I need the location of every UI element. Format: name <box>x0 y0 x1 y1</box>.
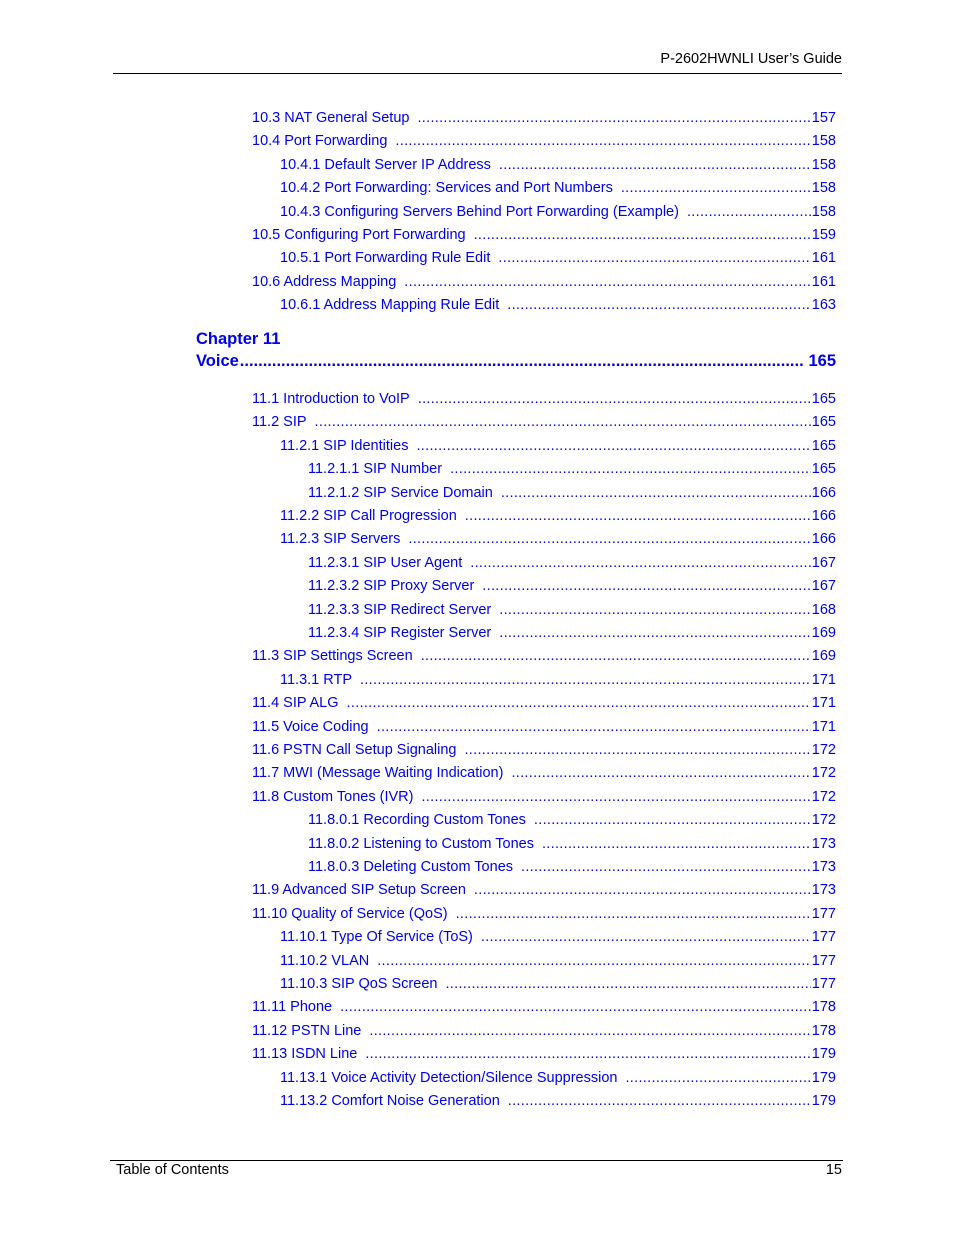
toc-entry[interactable] <box>280 1066 836 1086</box>
toc-entry-title: 11.8.0.1 Recording Custom Tones <box>308 812 526 829</box>
dot-leader <box>508 1093 811 1109</box>
toc-entry-title: 11.3.1 RTP <box>280 671 353 688</box>
dot-leader <box>501 485 811 501</box>
dot-leader <box>507 297 811 313</box>
toc-entry[interactable] <box>252 738 836 758</box>
toc-entry-title: 10.4 Port Forwarding <box>252 133 388 150</box>
toc-entry-title: 11.2.3.2 SIP Proxy Server <box>308 578 475 595</box>
toc-entry-page-number: 179 <box>811 1046 836 1063</box>
chapter-label[interactable]: Chapter 11 <box>196 330 281 348</box>
toc-entry-title: 11.13.2 Comfort Noise Generation <box>280 1093 500 1109</box>
toc-entry[interactable] <box>252 1019 836 1039</box>
toc-entry-page-number: 173 <box>811 835 836 852</box>
toc-entry-page-number: 161 <box>811 273 836 290</box>
toc-entry[interactable] <box>308 621 836 641</box>
chapter-page-number: 165 <box>808 352 836 370</box>
dot-leader <box>418 391 811 407</box>
toc-entry-page-number: 163 <box>811 297 836 314</box>
dot-leader <box>421 648 811 664</box>
dot-leader <box>499 157 811 173</box>
toc-entry[interactable] <box>252 106 836 126</box>
toc-entry[interactable] <box>252 995 836 1015</box>
dot-leader <box>450 461 811 477</box>
toc-entry[interactable] <box>280 925 836 945</box>
toc-entry[interactable] <box>280 972 836 992</box>
toc-entry-title: 11.4 SIP ALG <box>252 695 339 712</box>
dot-leader <box>474 227 811 243</box>
toc-entry-title: 10.4.2 Port Forwarding: Services and Port Numbers <box>280 180 613 197</box>
toc-entry-title: 11.7 MWI (Message Waiting Indication) <box>252 765 504 782</box>
toc-entry[interactable] <box>308 598 836 618</box>
toc-entry-title: 11.8.0.2 Listening to Custom Tones <box>308 835 534 852</box>
toc-entry-title: 11.2.2 SIP Call Progression <box>280 508 457 524</box>
toc-entry-page-number: 165 <box>811 414 836 431</box>
toc-entry-page-number: 178 <box>811 1022 836 1039</box>
toc-entry-page-number: 165 <box>811 461 836 478</box>
toc-entry-title: 11.2.3.3 SIP Redirect Server <box>308 601 492 618</box>
dot-leader <box>360 672 811 688</box>
toc-entry-title: 11.2 SIP <box>252 414 307 431</box>
chapter-title: Voice <box>196 352 239 370</box>
toc-entry-title: 11.1 Introduction to VoIP <box>252 391 410 407</box>
toc-entry-title: 10.6.1 Address Mapping Rule Edit <box>280 297 500 314</box>
toc-entry-page-number: 172 <box>811 765 836 782</box>
dot-leader <box>511 765 810 781</box>
toc-entry-title: 10.5.1 Port Forwarding Rule Edit <box>280 250 491 267</box>
toc-entry[interactable] <box>308 551 836 571</box>
toc-entry[interactable] <box>252 644 836 664</box>
dot-leader <box>365 1046 810 1062</box>
dot-leader <box>456 906 811 922</box>
dot-leader <box>340 999 811 1015</box>
toc-entry-page-number: 158 <box>811 180 836 197</box>
dot-leader <box>474 882 811 898</box>
toc-entry[interactable] <box>308 855 836 875</box>
toc-entry-page-number: 172 <box>811 812 836 829</box>
toc-entry-page-number: 177 <box>811 929 836 946</box>
toc-entry-page-number: 179 <box>811 1069 836 1086</box>
dot-leader <box>542 836 811 852</box>
toc-entry-title: 11.2.1.1 SIP Number <box>308 461 443 478</box>
toc-entry-title: 11.10.2 VLAN <box>280 952 370 969</box>
toc-entry-page-number: 158 <box>811 133 836 150</box>
dot-leader <box>521 859 811 875</box>
toc-entry-title: 11.8.0.3 Deleting Custom Tones <box>308 859 514 875</box>
dot-leader <box>499 625 811 641</box>
toc-entry-page-number: 158 <box>811 156 836 173</box>
dot-leader <box>240 352 805 371</box>
toc-entry-page-number: 178 <box>811 999 836 1016</box>
toc-entry-page-number: 159 <box>811 227 836 243</box>
toc-entry-page-number: 169 <box>811 648 836 665</box>
dot-leader <box>499 602 811 618</box>
toc-entry[interactable] <box>280 527 836 547</box>
toc-entry-title: 11.2.3 SIP Servers <box>280 531 401 548</box>
toc-entry-page-number: 177 <box>811 952 836 969</box>
dot-leader <box>404 274 811 290</box>
dot-leader <box>395 133 810 149</box>
dot-leader <box>621 180 811 196</box>
dot-leader <box>445 976 810 992</box>
toc-entry-title: 11.10.1 Type Of Service (ToS) <box>280 929 473 946</box>
dot-leader <box>464 742 810 758</box>
toc-entry[interactable] <box>252 902 836 922</box>
toc-entry-title: 11.10 Quality of Service (QoS) <box>252 905 448 922</box>
toc-entry[interactable] <box>252 223 836 243</box>
toc-entry-page-number: 165 <box>811 391 836 407</box>
toc-entry-title: 11.8 Custom Tones (IVR) <box>252 788 414 805</box>
dot-leader <box>625 1070 810 1086</box>
toc-entry-title: 11.2.3.1 SIP User Agent <box>308 554 463 571</box>
toc-entry[interactable] <box>252 1042 836 1062</box>
dot-leader <box>377 953 811 969</box>
toc-entry-page-number: 171 <box>811 695 836 712</box>
toc-entry-page-number: 172 <box>811 788 836 805</box>
toc-entry-title: 10.5 Configuring Port Forwarding <box>252 227 466 243</box>
toc-entry-title: 11.13.1 Voice Activity Detection/Silence Suppression <box>280 1069 618 1086</box>
toc-entry[interactable] <box>252 878 836 898</box>
toc-entry-page-number: 171 <box>811 718 836 735</box>
toc-entry[interactable] <box>280 434 836 454</box>
toc-entry[interactable] <box>308 481 836 501</box>
dot-leader <box>408 531 810 547</box>
toc-entry[interactable] <box>252 761 836 781</box>
dot-leader <box>470 555 811 571</box>
dot-leader <box>465 508 811 524</box>
toc-entry-page-number: 177 <box>811 976 836 992</box>
toc-entry-page-number: 166 <box>811 508 836 524</box>
header-divider <box>113 73 842 74</box>
dot-leader <box>687 204 811 220</box>
toc-entry-title: 11.10.3 SIP QoS Screen <box>280 976 438 992</box>
toc-entry-title: 11.13 ISDN Line <box>252 1046 358 1063</box>
footer-divider <box>110 1160 843 1161</box>
toc-entry-page-number: 167 <box>811 578 836 595</box>
toc-entry[interactable] <box>252 785 836 805</box>
toc-entry-title: 10.4.3 Configuring Servers Behind Port Forwarding (Example) <box>280 203 679 220</box>
toc-entry[interactable] <box>280 246 836 266</box>
toc-entry-page-number: 179 <box>811 1093 836 1109</box>
dot-leader <box>369 1023 810 1039</box>
toc-entry-title: 11.2.1 SIP Identities <box>280 437 409 454</box>
toc-entry-title: 11.5 Voice Coding <box>252 718 369 735</box>
toc-entry[interactable] <box>280 153 836 173</box>
toc-entry[interactable] <box>280 200 836 220</box>
toc-entry[interactable] <box>280 176 836 196</box>
dot-leader <box>417 110 810 126</box>
toc-entry-page-number: 167 <box>811 554 836 571</box>
toc-entry-page-number: 157 <box>811 110 836 126</box>
toc-entry[interactable] <box>280 668 836 688</box>
footer-page-number: 15 <box>825 1162 842 1178</box>
toc-entry[interactable] <box>308 832 836 852</box>
toc-entry-title: 11.9 Advanced SIP Setup Screen <box>252 882 466 899</box>
toc-entry-title: 10.6 Address Mapping <box>252 273 397 290</box>
dot-leader <box>534 812 811 828</box>
toc-entry-title: 11.11 Phone <box>252 999 333 1016</box>
toc-entry[interactable] <box>280 949 836 969</box>
toc-entry[interactable] <box>280 504 836 524</box>
toc-entry-page-number: 169 <box>811 625 836 641</box>
dot-leader <box>482 578 811 594</box>
document-title: P-2602HWNLI User’s Guide <box>660 51 842 67</box>
toc-entry-title: 11.2.3.4 SIP Register Server <box>308 625 492 641</box>
chapter-entry[interactable] <box>196 349 836 371</box>
toc-entry-page-number: 173 <box>811 859 836 875</box>
dot-leader <box>421 789 810 805</box>
toc-entry-page-number: 171 <box>811 671 836 688</box>
toc-entry-title: 11.12 PSTN Line <box>252 1022 362 1039</box>
toc-entry-page-number: 177 <box>811 905 836 922</box>
footer-section-title: Table of Contents <box>116 1162 229 1178</box>
toc-entry-page-number: 158 <box>811 203 836 220</box>
toc-entry[interactable] <box>252 691 836 711</box>
dot-leader <box>481 929 811 945</box>
toc-entry-page-number: 166 <box>811 531 836 548</box>
dot-leader <box>377 719 811 735</box>
toc-entry-title: 10.3 NAT General Setup <box>252 110 410 126</box>
dot-leader <box>416 438 810 454</box>
toc-entry[interactable] <box>308 574 836 594</box>
dot-leader <box>315 414 811 430</box>
toc-entry[interactable] <box>252 715 836 735</box>
toc-entry[interactable] <box>280 1089 836 1109</box>
toc-entry[interactable] <box>280 293 836 313</box>
dot-leader <box>498 250 810 266</box>
toc-entry-title: 11.6 PSTN Call Setup Signaling <box>252 742 457 758</box>
toc-entry-title: 11.3 SIP Settings Screen <box>252 648 413 665</box>
toc-entry-page-number: 166 <box>811 484 836 501</box>
toc-entry-title: 10.4.1 Default Server IP Address <box>280 156 491 173</box>
toc-entry-page-number: 168 <box>811 601 836 618</box>
toc-entry-page-number: 172 <box>811 742 836 758</box>
toc-entry[interactable] <box>252 387 836 407</box>
toc-entry[interactable] <box>308 808 836 828</box>
toc-entry[interactable] <box>252 410 836 430</box>
toc-entry[interactable] <box>252 129 836 149</box>
toc-entry-page-number: 161 <box>811 250 836 267</box>
toc-entry[interactable] <box>308 457 836 477</box>
toc-entry[interactable] <box>252 270 836 290</box>
dot-leader <box>347 695 811 711</box>
toc-entry-page-number: 173 <box>811 882 836 899</box>
toc-entry-title: 11.2.1.2 SIP Service Domain <box>308 484 493 501</box>
toc-entry-page-number: 165 <box>811 437 836 454</box>
